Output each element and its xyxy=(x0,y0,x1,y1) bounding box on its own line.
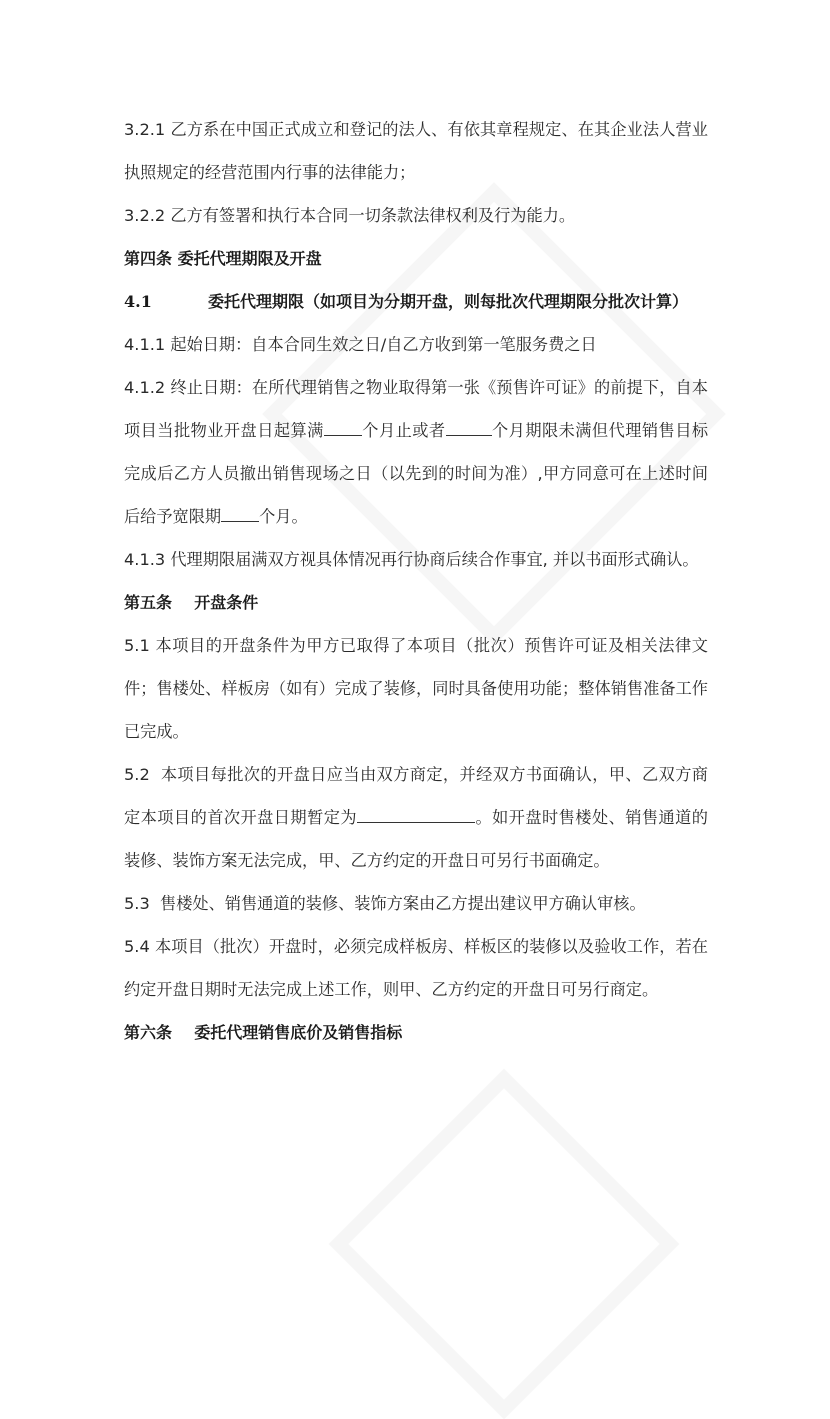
article-6-heading: 第六条 委托代理销售底价及销售指标 xyxy=(124,1023,403,1042)
clause-4-1-3: 4.1.3 代理期限届满双方视具体情况再行协商后续合作事宜, 并以书面形式确认。 xyxy=(124,550,699,569)
text-run: 5.2 本项目每批次的开盘日应当由双方商定，并经双方书面确认，甲、乙双方商定本项目的首次开盘日期暂定为 xyxy=(124,765,708,827)
blank-field[interactable] xyxy=(446,417,492,436)
clause-4-1-heading xyxy=(124,280,708,323)
blank-field[interactable] xyxy=(221,503,259,522)
blank-field[interactable] xyxy=(324,417,362,436)
text-run: 个月期限未满但代理销售目标完成后乙方人员撤出销售现场之日（以先到的时间为准）,甲方同意可在上述时间后给予宽限期 xyxy=(124,421,709,526)
clause-4-1-2 xyxy=(124,366,708,538)
clause-5-2 xyxy=(124,753,708,882)
article-5-heading: 第五条 开盘条件 xyxy=(124,593,259,612)
text-run: 4.1.2 终止日期：在所代理销售之物业取得第一张《预售许可证》的前提下，自本项目当批物业开盘日起算满 xyxy=(124,378,708,440)
text-run: 个月。 xyxy=(259,507,308,526)
clause-3-2-2: 3.2.2 乙方有签署和执行本合同一切条款法律权利及行为能力。 xyxy=(124,206,576,225)
watermark xyxy=(329,1069,680,1419)
clause-number: 4.1 xyxy=(124,292,152,311)
article-4-heading: 第四条 委托代理期限及开盘 xyxy=(124,249,322,268)
clause-5-1: 5.1 本项目的开盘条件为甲方已取得了本项目（批次）预售许可证及相关法律文件；售楼处、样板房（如有）完成了装修，同时具备使用功能；整体销售准备工作已完成。 xyxy=(124,636,708,741)
clause-5-4: 5.4 本项目（批次）开盘时，必须完成样板房、样板区的装修以及验收工作，若在约定开盘日期时无法完成上述工作，则甲、乙方约定的开盘日可另行商定。 xyxy=(124,937,708,999)
document-page xyxy=(124,108,708,1054)
text-run: 个月止或者 xyxy=(361,421,446,440)
clause-5-3: 5.3 售楼处、销售通道的装修、装饰方案由乙方提出建议甲方确认审核。 xyxy=(124,894,646,913)
clause-title: 委托代理期限（如项目为分期开盘，则每批次代理期限分批次计算） xyxy=(208,292,689,311)
text-run: 。如开盘时售楼处、销售通道的装修、装饰方案无法完成，甲、乙方约定的开盘日可另行书面确定。 xyxy=(124,808,708,870)
clause-4-1-1: 4.1.1 起始日期：自本合同生效之日/自乙方收到第一笔服务费之日 xyxy=(124,335,597,354)
clause-3-2-1: 3.2.1 乙方系在中国正式成立和登记的法人、有依其章程规定、在其企业法人营业执照规定的经营范围内行事的法律能力； xyxy=(124,120,708,182)
blank-field[interactable] xyxy=(357,804,475,823)
